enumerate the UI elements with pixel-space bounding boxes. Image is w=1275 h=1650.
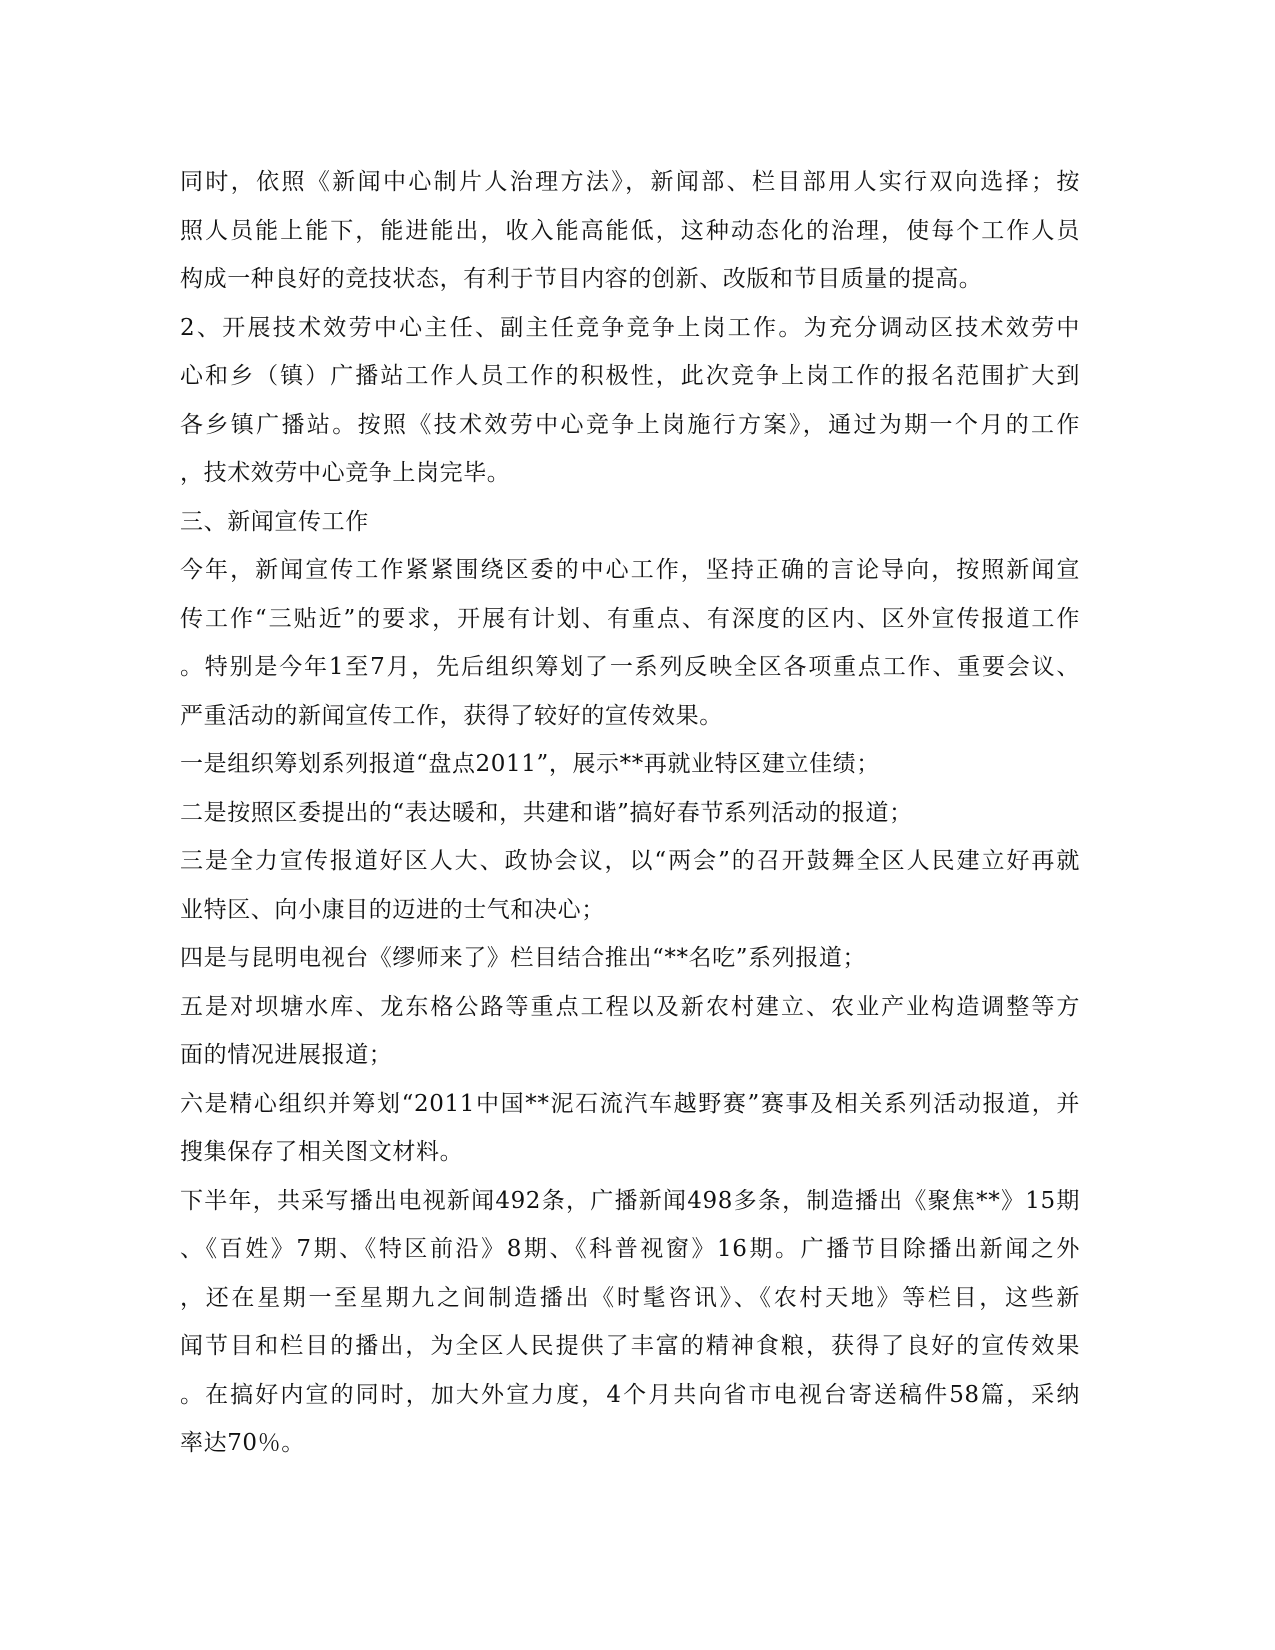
paragraph-line: 率达70％。 xyxy=(180,1430,305,1456)
paragraph-line: 传工作“三贴近”的要求，开展有计划、有重点、有深度的区内、区外宣传报道工作 xyxy=(180,605,1080,632)
paragraph-line: 三、新闻宣传工作 xyxy=(180,508,369,535)
paragraph-line: 各乡镇广播站。按照《技术效劳中心竞争上岗施行方案》，通过为期一个月的工作 xyxy=(180,411,1080,438)
paragraph-line: 一是组织筹划系列报道“盘点2011”，展示**再就业特区建立佳绩； xyxy=(180,751,880,777)
paragraph-line: 业特区、向小康目的迈进的士气和决心； xyxy=(180,896,605,923)
paragraph-line: ，技术效劳中心竞争上岗完毕。 xyxy=(180,460,511,486)
paragraph-line: 面的情况进展报道； xyxy=(180,1042,393,1068)
paragraph-line: 五是对坝塘水库、龙东格公路等重点工程以及新农村建立、农业产业构造调整等方 xyxy=(180,993,1080,1020)
paragraph-line: 严重活动的新闻宣传工作，获得了较好的宣传效果。 xyxy=(180,702,723,729)
paragraph-line: 。在搞好内宣的同时，加大外宣力度，4个月共向省市电视台寄送稿件58篇，采纳 xyxy=(180,1381,1080,1408)
paragraph-line: 下半年，共采写播出电视新闻492条，广播新闻498多条，制造播出《聚焦**》15期 xyxy=(180,1187,1080,1214)
paragraph-line: 照人员能上能下，能进能出，收入能高能低，这种动态化的治理，使每个工作人员 xyxy=(180,217,1080,244)
paragraph-line: 2、开展技术效劳中心主任、副主任竞争竞争上岗工作。为充分调动区技术效劳中 xyxy=(180,314,1080,341)
paragraph-line: 、《百姓》7期、《特区前沿》8期、《科普视窗》16期。广播节目除播出新闻之外 xyxy=(180,1236,1080,1262)
paragraph-line: 心和乡（镇）广播站工作人员工作的积极性，此次竞争上岗工作的报名范围扩大到 xyxy=(180,363,1080,389)
paragraph-line: 构成一种良好的竞技状态，有利于节目内容的创新、改版和节目质量的提高。 xyxy=(180,266,983,292)
paragraph-line: 搜集保存了相关图文材料。 xyxy=(180,1139,464,1165)
paragraph-line: 今年，新闻宣传工作紧紧围绕区委的中心工作，坚持正确的言论导向，按照新闻宣 xyxy=(180,557,1080,583)
paragraph-line: 四是与昆明电视台《缪师来了》栏目结合推出“**名吃”系列报道； xyxy=(180,945,867,971)
document-body xyxy=(180,158,1080,1468)
paragraph-line: 三是全力宣传报道好区人大、政协会议，以“两会”的召开鼓舞全区人民建立好再就 xyxy=(180,848,1080,874)
paragraph-line: 六是精心组织并筹划“2011中国**泥石流汽车越野赛”赛事及相关系列活动报道，并 xyxy=(180,1090,1080,1117)
paragraph-line: 闻节目和栏目的播出，为全区人民提供了丰富的精神食粮，获得了良好的宣传效果 xyxy=(180,1333,1080,1359)
paragraph-line: 二是按照区委提出的“表达暖和，共建和谐”搞好春节系列活动的报道； xyxy=(180,799,913,826)
paragraph-line: 同时，依照《新闻中心制片人治理方法》，新闻部、栏目部用人实行双向选择；按 xyxy=(180,169,1080,195)
paragraph-line: ，还在星期一至星期九之间制造播出《时髦咨讯》、《农村天地》等栏目，这些新 xyxy=(180,1284,1080,1311)
paragraph-line: 。特别是今年1至7月，先后组织筹划了一系列反映全区各项重点工作、重要会议、 xyxy=(180,654,1080,680)
